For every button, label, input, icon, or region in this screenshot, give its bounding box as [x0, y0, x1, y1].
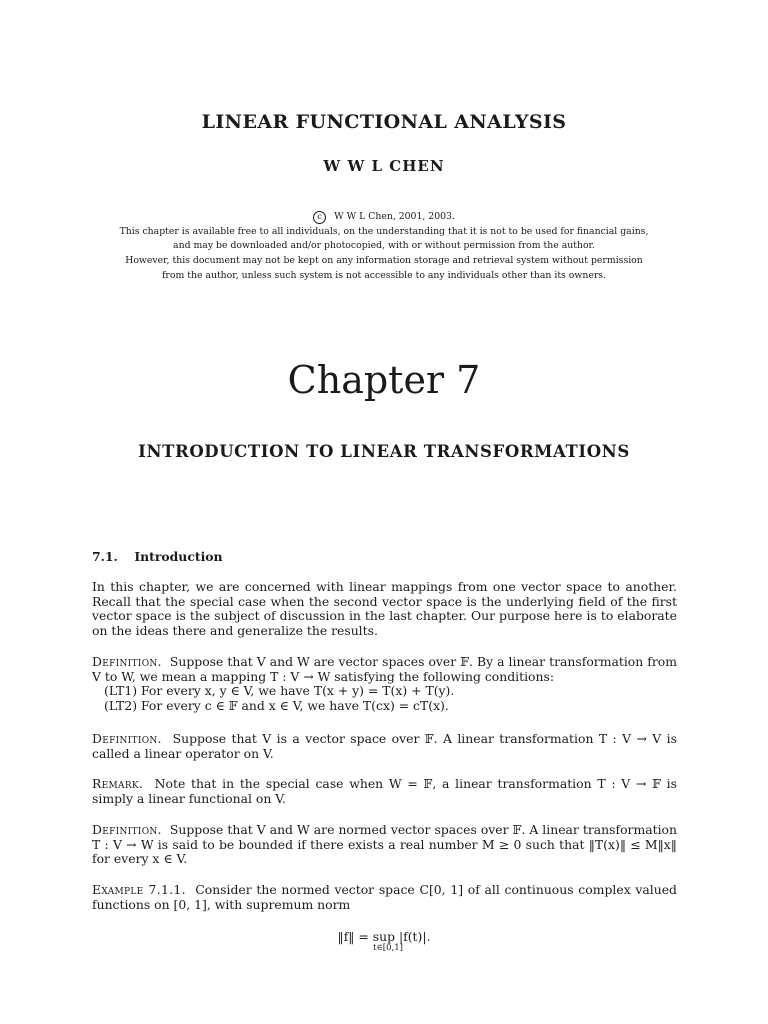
section-number: 7.1.	[92, 549, 118, 564]
condition-lt2: (LT2) For every c ∈ 𝔽 and x ∈ V, we have T(cx) = cT(x).	[104, 697, 449, 713]
remark	[92, 777, 677, 806]
definition-text: Suppose that V is a vector space over 𝔽. A linear transformation T : V → V is called a linear operator on V.	[92, 731, 677, 761]
copyright-line-3: and may be downloaded and/or photocopied, with or without permission from the author.	[173, 240, 595, 252]
chapter-label: Chapter 7	[287, 358, 481, 402]
copyright-line-1	[313, 210, 455, 225]
definition-linear-transformation	[92, 655, 677, 713]
copyright-line-5: from the author, unless such system is not accessible to any individuals other than its owners.	[161, 269, 606, 281]
remark-label: Remark.	[92, 776, 144, 791]
example-7-1-1	[92, 883, 677, 912]
copyright-icon: c	[313, 211, 326, 224]
definition-text: Suppose that V and W are normed vector spaces over 𝔽. A linear transformation T : V → W is said to be bounded if there exists a real number M ≥ 0 such that ‖T(x)‖ ≤ M‖x‖ for every x ∈ V.	[92, 822, 677, 867]
definition-label: Definition.	[92, 822, 162, 837]
equation-main: ‖f‖ = sup |f(t)|.	[337, 929, 431, 944]
definition-linear-operator	[92, 732, 677, 761]
copyright-holder: W W L Chen, 2001, 2003.	[334, 211, 455, 222]
condition-lt1: (LT1) For every x, y ∈ V, we have T(x + y) = T(x) + T(y).	[104, 683, 455, 699]
copyright-line-4: However, this document may not be kept on any information storage and retrieval system without permission	[125, 255, 643, 267]
chapter-title: INTRODUCTION TO LINEAR TRANSFORMATIONS	[138, 442, 630, 461]
definition-label: Definition.	[92, 731, 162, 746]
example-text: Consider the normed vector space C[0, 1] of all continuous complex valued functions on [0, 1], with supremum norm	[92, 882, 677, 912]
remark-text: Note that in the special case when W = 𝔽, a linear transformation T : V → 𝔽 is simply a linear functional on V.	[92, 776, 677, 806]
copyright-line-2: This chapter is available free to all individuals, on the understanding that it is not to be used for financial gains,	[119, 225, 649, 237]
definition-text: Suppose that V and W are vector spaces over 𝔽. By a linear transformation from V to W, we mean a mapping T : V → W satisfying the following conditions:	[92, 654, 677, 684]
intro-paragraph: In this chapter, we are concerned with linear mappings from one vector space to another. Recall that the special case when the second vector space is the underlying field of the first vector space is the subject of discussion in the last chapter. Our purpose here is to elaborate on the ideas there and generalize the results.	[92, 579, 677, 638]
equation-subscript: t∈[0,1]	[373, 943, 403, 953]
display-equation	[0, 929, 768, 953]
author-name: W W L CHEN	[323, 157, 445, 175]
example-label: Example 7.1.1.	[92, 882, 186, 897]
definition-bounded	[92, 823, 677, 867]
definition-label: Definition.	[92, 654, 162, 669]
book-title: LINEAR FUNCTIONAL ANALYSIS	[201, 111, 567, 133]
section-title: Introduction	[134, 549, 223, 564]
copyright-notice	[0, 210, 768, 283]
section-heading	[92, 549, 223, 564]
